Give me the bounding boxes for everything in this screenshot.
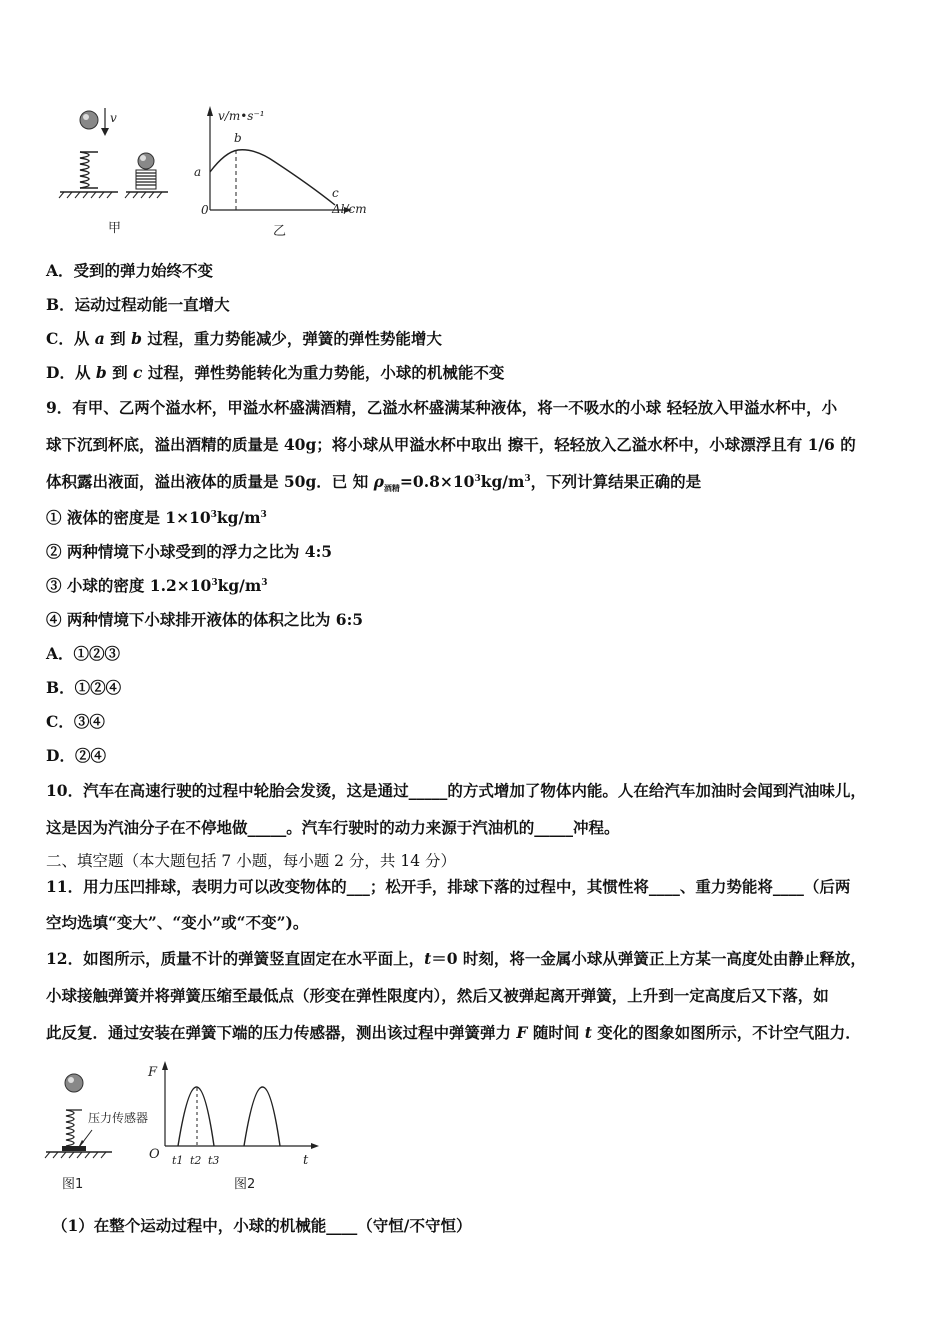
figure-2-caption: 图2 <box>234 1177 256 1192</box>
t1-label: t1 <box>172 1154 184 1167</box>
compressed-spring-diagram <box>125 153 168 198</box>
x-axis-label: Δl/cm <box>332 202 367 216</box>
force-time-graph <box>147 1061 319 1168</box>
q9-stem-line3: 体积露出液面，溢出液体的质量是 50g．已 知 $\rho_{酒精}=0.8\times 10^3kg/m^3$，下列计算结果正确的是 <box>46 472 702 494</box>
q12-line1: 12．如图所示，质量不计的弹簧竖直固定在水平面上，t＝0 时刻，将一金属小球从弹簧正上方某一高度处由静止释放， <box>46 949 866 968</box>
q9-stem-line2: 球下沉到杯底，溢出酒精的质量是 40g；将小球从甲溢水杯中取出 擦干，轻轻放入乙溢水杯中，小球漂浮且有 1/6 的 <box>46 435 856 454</box>
y-axis-label: v/m•s⁻¹ <box>218 109 265 123</box>
q12-line3: 此反复．通过安装在弹簧下端的压力传感器，测出该过程中弹簧弹力 F 随时间 t 变化的图象如图所示，不计空气阻力． <box>46 1023 861 1042</box>
section-2-title: 二、填空题（本大题包括 7 小题，每小题 2 分，共 14 分） <box>46 852 457 870</box>
velocity-graph <box>194 106 367 217</box>
q9-option-b: B．①②④ <box>46 678 122 697</box>
figure-yi-label: 乙 <box>273 224 287 239</box>
q11-line1: 11．用力压凹排球，表明力可以改变物体的___；松开手，排球下落的过程中，其惯性将____、重力势能将____（后两 <box>46 877 851 896</box>
q12-sub-1: （1）在整个运动过程中，小球的机械能____（守恒/不守恒） <box>52 1216 472 1235</box>
axis-f-label: F <box>148 1065 158 1080</box>
point-a-label: a <box>194 165 202 179</box>
q9-option-c: C．③④ <box>46 712 105 731</box>
q8-option-b: B．运动过程动能一直增大 <box>46 295 230 314</box>
point-b-label: b <box>234 131 242 145</box>
q9-item-3: ③ 小球的密度 $1.2\times 10^3kg/m^3$ <box>46 576 268 595</box>
axis-t-label: t <box>303 1153 309 1168</box>
q12-line2: 小球接触弹簧并将弹簧压缩至最低点（形变在弹性限度内），然后又被弹起离开弹簧，上升到一定高度后又下落，如 <box>46 986 829 1005</box>
q8-option-a: A．受到的弹力始终不变 <box>46 261 214 280</box>
point-c-label: c <box>332 186 339 200</box>
pressure-sensor-label: 压力传感器 <box>88 1111 149 1125</box>
velocity-label: v <box>110 111 117 125</box>
ball-icon <box>80 111 98 129</box>
q10-line1: 10．汽车在高速行驶的过程中轮胎会发烫，这是通过_____的方式增加了物体内能。人在给汽车加油时会闻到汽油味儿， <box>46 781 866 800</box>
t2-label: t2 <box>190 1154 202 1167</box>
q9-item-4: ④ 两种情境下小球排开液体的体积之比为 6:5 <box>46 610 364 629</box>
origin-label: O <box>149 1147 160 1162</box>
origin-label: 0 <box>201 203 209 217</box>
q10-line2: 这是因为汽油分子在不停地做_____。汽车行驶时的动力来源于汽油机的_____冲程。 <box>46 818 620 837</box>
ball-icon <box>65 1074 83 1092</box>
spring-sensor-diagram <box>45 1074 148 1158</box>
q9-option-a: A．①②③ <box>46 644 121 663</box>
q8-option-c: C．从 a 到 b 过程，重力势能减少，弹簧的弹性势能增大 <box>46 329 442 348</box>
spring-velocity-figure <box>50 100 390 240</box>
q8-option-d: D．从 b 到 c 过程，弹性势能转化为重力势能，小球的机械能不变 <box>46 363 505 382</box>
spring-force-figure <box>40 1058 340 1198</box>
q9-stem-line1: 9．有甲、乙两个溢水杯，甲溢水杯盛满酒精，乙溢水杯盛满某种液体，将一不吸水的小球 轻轻放入甲溢水杯中，小 <box>46 398 838 417</box>
q9-option-d: D．②④ <box>46 746 106 765</box>
q11-line2: 空均选填“变大”、“变小”或“不变”)。 <box>46 913 309 932</box>
q9-item-1: ① 液体的密度是 $1\times 10^3kg/m^3$ <box>46 508 267 527</box>
t3-label: t3 <box>208 1154 220 1167</box>
ball-above-spring-diagram <box>59 108 118 198</box>
ball-icon <box>138 153 154 169</box>
q9-item-2: ② 两种情境下小球受到的浮力之比为 4:5 <box>46 542 333 561</box>
figure-1-caption: 图1 <box>62 1177 84 1192</box>
figure-jia-label: 甲 <box>108 221 122 236</box>
